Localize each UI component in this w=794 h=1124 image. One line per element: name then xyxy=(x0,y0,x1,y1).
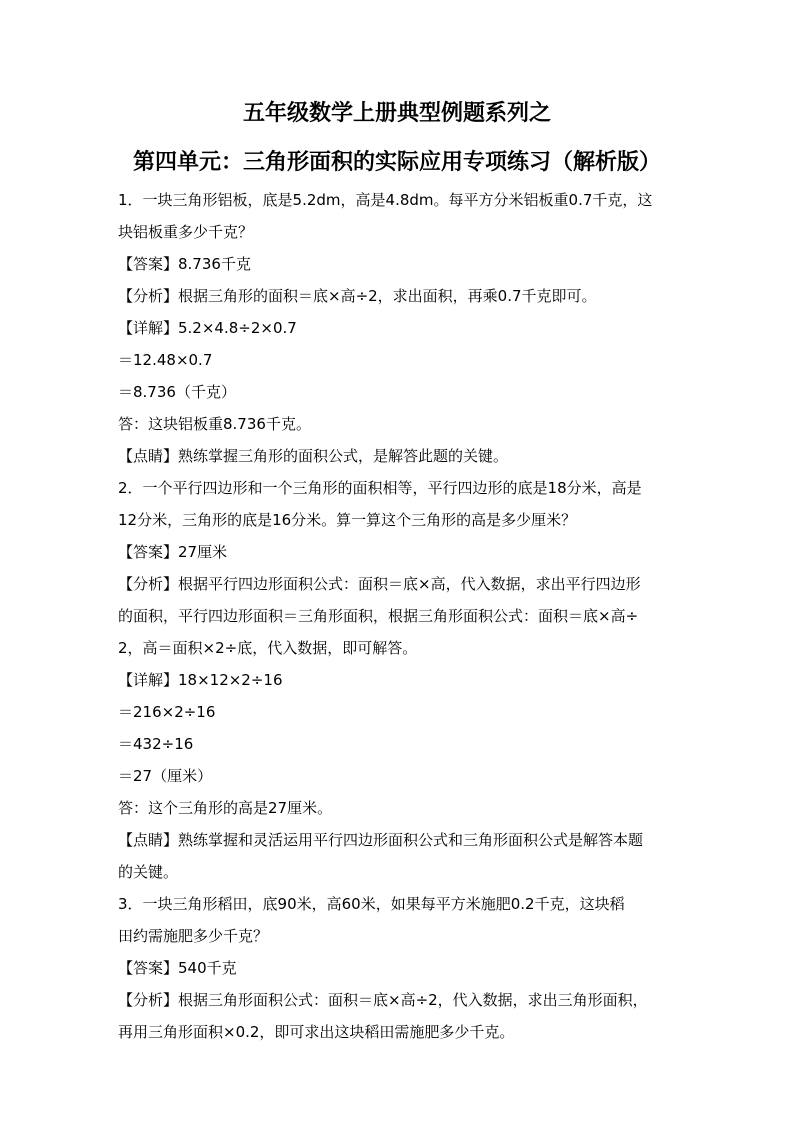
q2-detail-3: ＝432÷16 xyxy=(118,735,194,753)
q2-analysis-1: 【分析】根据平行四边形面积公式：面积＝底×高，代入数据，求出平行四边形 xyxy=(118,575,641,593)
q2-comment-2: 的关键。 xyxy=(118,863,179,881)
q2-detail-4: ＝27（厘米） xyxy=(118,767,213,785)
q2-reply: 答：这个三角形的高是27厘米。 xyxy=(118,799,333,817)
q1-answer: 【答案】8.736千克 xyxy=(118,255,251,273)
q1-reply: 答：这块铝板重8.736千克。 xyxy=(118,415,311,433)
q1-detail-2: ＝12.48×0.7 xyxy=(118,351,213,369)
q2-comment-1: 【点睛】熟练掌握和灵活运用平行四边形面积公式和三角形面积公式是解答本题 xyxy=(118,831,644,849)
q3-analysis-2: 再用三角形面积×0.2，即可求出这块稻田需施肥多少千克。 xyxy=(118,1023,515,1041)
q1-line-1: 1．一块三角形铝板，底是5.2dm，高是4.8dm。每平方分米铝板重0.7千克，这 xyxy=(118,191,653,209)
q1-analysis: 【分析】根据三角形的面积＝底×高÷2，求出面积，再乘0.7千克即可。 xyxy=(118,287,597,305)
q2-detail-1: 【详解】18×12×2÷16 xyxy=(118,671,283,689)
q1-detail-1: 【详解】5.2×4.8÷2×0.7 xyxy=(118,319,297,337)
q3-answer: 【答案】540千克 xyxy=(118,959,237,977)
document-title: 五年级数学上册典型例题系列之 xyxy=(242,101,551,126)
q1-comment: 【点睛】熟练掌握三角形的面积公式，是解答此题的关键。 xyxy=(118,447,509,465)
q3-analysis-1: 【分析】根据三角形面积公式：面积＝底×高÷2，代入数据，求出三角形面积， xyxy=(118,991,648,1009)
q2-analysis-2: 的面积，平行四边形面积＝三角形面积，根据三角形面积公式：面积＝底×高÷ xyxy=(118,607,639,625)
document-subtitle: 第四单元：三角形面积的实际应用专项练习（解析版） xyxy=(132,150,661,175)
q2-detail-2: ＝216×2÷16 xyxy=(118,703,216,721)
q2-analysis-3: 2，高＝面积×2÷底，代入数据，即可解答。 xyxy=(118,639,418,657)
q2-line-1: 2．一个平行四边形和一个三角形的面积相等，平行四边形的底是18分米，高是 xyxy=(118,479,642,497)
q3-line-1: 3．一块三角形稻田，底90米，高60米，如果每平方米施肥0.2千克，这块稻 xyxy=(118,895,625,913)
q1-detail-3: ＝8.736（千克） xyxy=(118,383,236,401)
q2-answer: 【答案】27厘米 xyxy=(118,543,228,561)
q2-line-2: 12分米，三角形的底是16分米。算一算这个三角形的高是多少厘米？ xyxy=(118,511,577,529)
q3-line-2: 田约需施肥多少千克？ xyxy=(118,927,269,945)
q1-line-2: 块铝板重多少千克？ xyxy=(118,223,254,241)
